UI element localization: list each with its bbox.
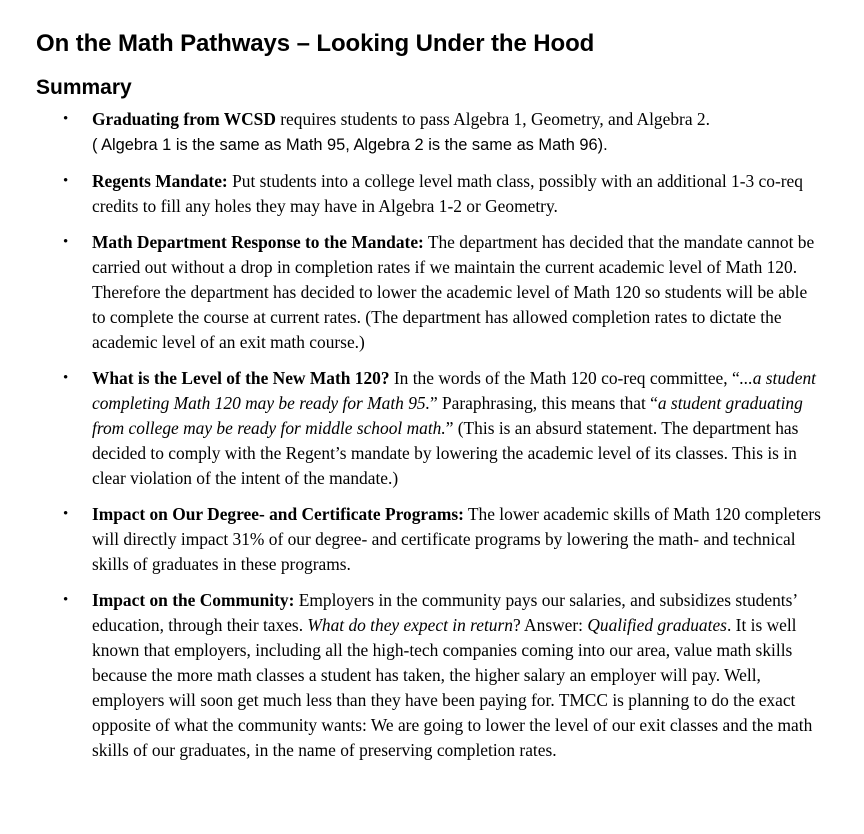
summary-item-impact-community bbox=[36, 588, 824, 763]
item-text: ” Paraphrasing, this means that “ bbox=[429, 393, 658, 413]
item-text: Employers in the community pays our salaries, and subsidizes students’ education, through their taxes. bbox=[92, 590, 797, 635]
summary-item-department-response bbox=[36, 230, 824, 355]
item-text: . It is well known that employers, including all the high-tech companies coming into our area, value math skills because the more math classes a student has taken, the higher salary an employer will pay. Well, employers will soon get much less than they have been paying for. TMCC is planning to do the exact opposite of what the community wants: We are going to lower the level of our exit classes and the math skills of our graduates, in the name of preserving completion rates. bbox=[92, 615, 813, 760]
item-text: Put students into a college level math class, possibly with an additional 1-3 co-req credits to fill any holes they may have in Algebra 1-2 or Geometry. bbox=[92, 171, 803, 216]
item-lead: Math Department Response to the Mandate: bbox=[92, 232, 424, 252]
section-heading-summary: Summary bbox=[36, 76, 132, 99]
item-lead: Impact on Our Degree- and Certificate Programs: bbox=[92, 504, 464, 524]
bullet-icon: • bbox=[63, 506, 69, 522]
item-text: ? Answer: bbox=[512, 615, 588, 635]
bullet-icon: • bbox=[63, 173, 69, 189]
summary-item-new-math-120-level bbox=[36, 366, 824, 491]
item-note: ( Algebra 1 is the same as Math 95, Algebra 2 is the same as Math 96). bbox=[92, 136, 608, 154]
item-emphasis: Qualified graduates bbox=[587, 615, 727, 635]
item-text: ” (This is an absurd statement. The department has decided to comply with the Regent’s mandate by lowering the academic level of its classes. This is in clear violation of the intent of the mandate.) bbox=[92, 418, 799, 488]
bullet-icon: • bbox=[63, 111, 69, 127]
item-text: The lower academic skills of Math 120 completers will directly impact 31% of our degree- and certificate programs by lowering the math- and technical skills of graduates in these programs. bbox=[92, 504, 821, 574]
bullet-icon: • bbox=[63, 234, 69, 250]
item-lead: Graduating from WCSD bbox=[92, 109, 276, 129]
summary-list bbox=[36, 107, 824, 763]
item-text: The department has decided that the mandate cannot be carried out without a drop in completion rates if we maintain the current academic level of Math 120. Therefore the department has decided to lower the academic level of Math 120 so students will be able to complete the course at current rates. (The department has allowed completion rates to dictate the academic level of an exit math course.) bbox=[92, 232, 815, 352]
summary-item-regents-mandate bbox=[36, 169, 824, 219]
item-quote: a student graduating from college may be ready for middle school math. bbox=[92, 393, 803, 438]
item-lead: Regents Mandate: bbox=[92, 171, 228, 191]
document-title: On the Math Pathways – Looking Under the Hood bbox=[36, 30, 595, 57]
item-emphasis: What do they expect in return bbox=[307, 615, 513, 635]
bullet-icon: • bbox=[63, 370, 69, 386]
item-quote: ...a student completing Math 120 may be ready for Math 95. bbox=[92, 368, 816, 413]
item-text: requires students to pass Algebra 1, Geometry, and Algebra 2. bbox=[275, 109, 710, 129]
item-lead: Impact on the Community: bbox=[92, 590, 295, 610]
item-text: In the words of the Math 120 co-req committee, “ bbox=[389, 368, 740, 388]
summary-item-impact-programs bbox=[36, 502, 824, 577]
item-lead: What is the Level of the New Math 120? bbox=[92, 368, 390, 388]
bullet-icon: • bbox=[63, 592, 69, 608]
summary-item-graduating bbox=[36, 107, 824, 158]
